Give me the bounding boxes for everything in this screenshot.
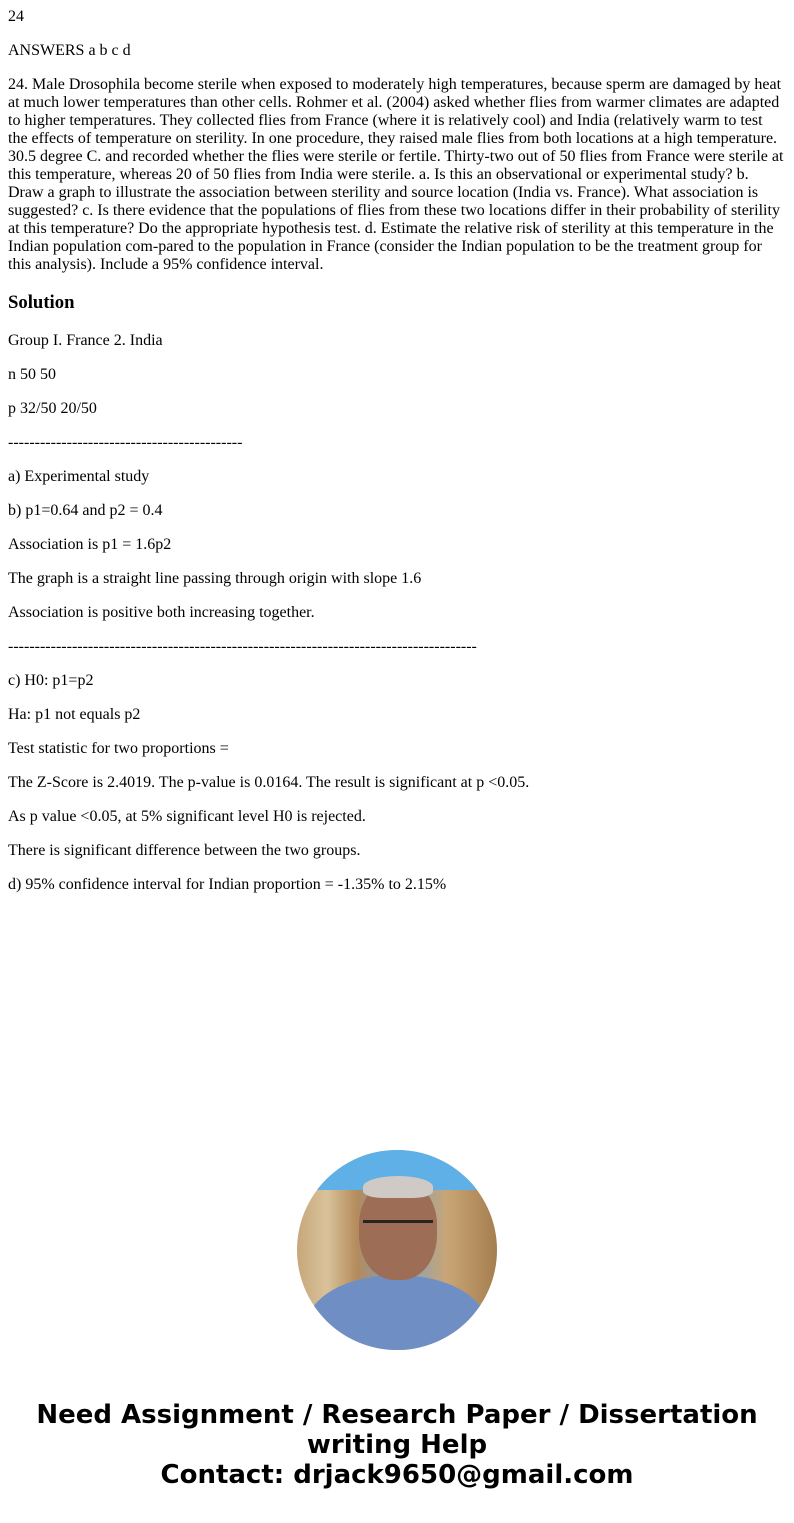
question-number: 24 [8,8,24,25]
question-text: 24. Male Drosophila become sterile when exposed to moderately high temperatures, because sperm are damaged by heat at much lower temperatures than other cells. Rohmer et al. (2004) asked whether flies from warmer climates are adapted to higher temperatures. They collected flies from France (where it is relatively cool) and India (relatively warm to test the effects of temperature on sterility. In one procedure, they raised male flies from both locations at a high temperature. 30.5 degree C. and recorded whether the flies were sterile or fertile. Thirty-two out of 50 flies from France were sterile at this temperature, whereas 20 of 50 flies from India were sterile. a. Is this an observational or experimental study? b. Draw a graph to illustrate the association between sterility and source location (India vs. France). What association is suggested? c. Is there evidence that the populations of flies from these two locations differ in their probability of sterility at this temperature? Do the appropriate hypothesis test. d. Estimate the relative risk of sterility at this temperature in the Indian population com-pared to the population in France (consider the Indian population to be the treatment group for this analysis). Include a 95% confidence interval. [8,76,784,273]
solution-line: There is significant difference between the two groups. [8,842,361,859]
solution-line: The graph is a straight line passing through origin with slope 1.6 [8,570,422,587]
solution-line: Ha: p1 not equals p2 [8,706,141,723]
solution-line: c) H0: p1=p2 [8,672,94,689]
solution-line: Group I. France 2. India [8,332,163,349]
author-avatar [297,1150,497,1350]
solution-heading: Solution [8,292,75,313]
divider: ---------------------------------------------------------------------------------------- [8,638,477,655]
solution-line: a) Experimental study [8,468,150,485]
solution-line: n 50 50 [8,366,56,383]
divider: -------------------------------------------- [8,434,243,451]
solution-line: d) 95% confidence interval for Indian proportion = -1.35% to 2.15% [8,876,447,893]
solution-line: Association is positive both increasing together. [8,604,315,621]
solution-line: p 32/50 20/50 [8,400,97,417]
solution-line: As p value <0.05, at 5% significant level H0 is rejected. [8,808,366,825]
solution-line: Association is p1 = 1.6p2 [8,536,172,553]
answers-label: ANSWERS a b c d [8,42,131,59]
solution-line: Test statistic for two proportions = [8,740,229,757]
solution-body [8,332,786,894]
promo-text: Need Assignment / Research Paper / Dissertation writing Help [36,1400,758,1460]
promo-footer [8,1400,786,1490]
solution-line: The Z-Score is 2.4019. The p-value is 0.0164. The result is significant at p <0.05. [8,774,530,791]
solution-line: b) p1=0.64 and p2 = 0.4 [8,502,163,519]
contact-email: Contact: drjack9650@gmail.com [160,1460,634,1490]
